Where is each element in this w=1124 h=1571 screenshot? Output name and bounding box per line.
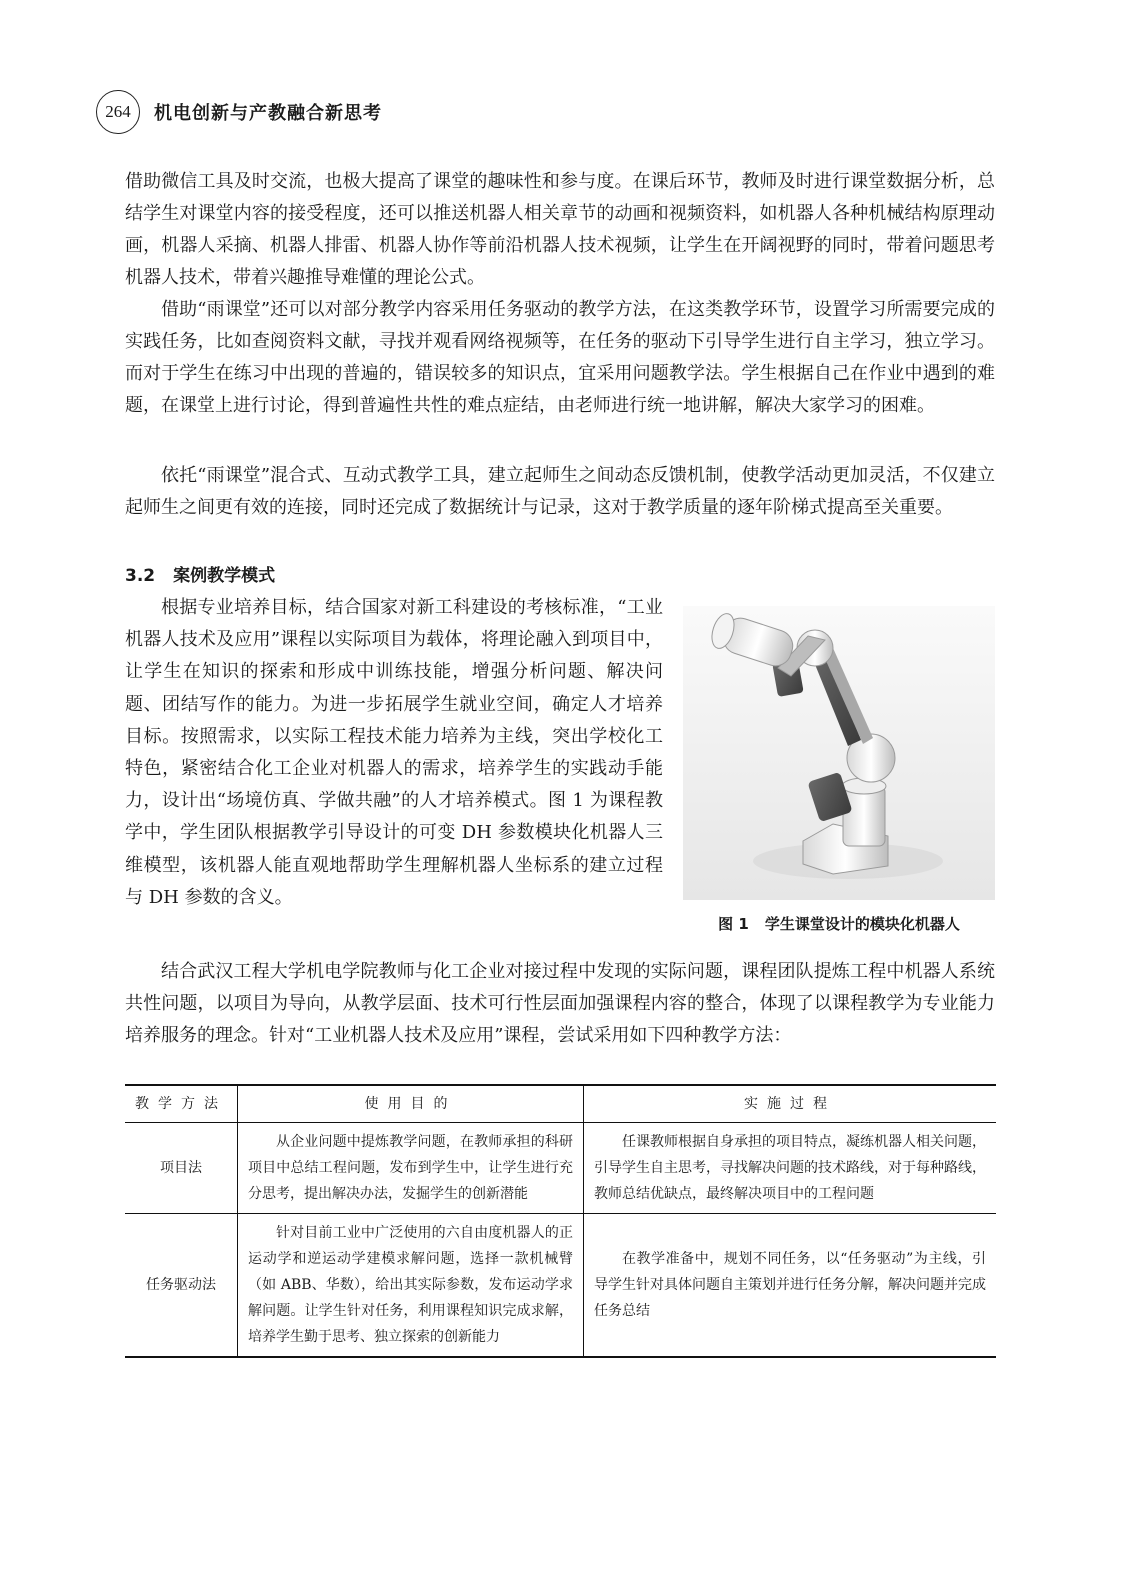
paragraph-1: 借助微信工具及时交流，也极大提高了课堂的趣味性和参与度。在课后环节，教师及时进行课堂数据分析，总结学生对课堂内容的接受程度，还可以推送机器人相关章节的动画和视频资料，如机器人各种机械结构原理动画，机器人采摘、机器人排雷、机器人协作等前沿机器人技术视频，让学生在开阔视野的同时，带着问题思考机器人技术，带着兴趣推导难懂的理论公式。: [125, 171, 995, 288]
method-cell: 项目法: [125, 1123, 238, 1214]
section-heading: [125, 563, 275, 589]
header-process: 实施过程: [584, 1085, 997, 1123]
section-title: 案例教学模式: [173, 566, 276, 586]
modular-robot-illustration: [683, 606, 995, 900]
book-title: 机电创新与产教融合新思考: [154, 103, 382, 124]
robot-figure: [683, 606, 995, 900]
teaching-methods-table: [125, 1084, 996, 1358]
header-purpose: 使用目的: [238, 1085, 584, 1123]
method-cell: 任务驱动法: [125, 1214, 238, 1358]
table-row: [125, 1214, 996, 1358]
figure-caption-text: 学生课堂设计的模块化机器人: [764, 915, 960, 933]
table-row: [125, 1123, 996, 1214]
paragraph-4: 根据专业培养目标，结合国家对新工科建设的考核标准，“工业机器人技术及应用”课程以实际项目为载体，将理论融入到项目中，让学生在知识的探索和形成中训练技能，增强分析问题、解决问题、团结写作的能力。为进一步拓展学生就业空间，确定人才培养目标。按照需求，以实际工程技术能力培养为主线，突出学校化工特色，紧密结合化工企业对机器人的需求，培养学生的实践动手能力，设计出“场境仿真、学做共融”的人才培养模式。图 1 为课程教学中，学生团队根据教学引导设计的可变 DH 参数模块化机器人三维模型，该机器人能直观地帮助学生理解机器人坐标系的建立过程与 DH 参数的含义。: [125, 597, 663, 908]
process-cell: 在教学准备中，规划不同任务，以“任务驱动”为主线，引导学生针对具体问题自主策划并进行任务分解，解决问题并完成任务总结: [584, 1214, 997, 1358]
table-header-row: [125, 1085, 996, 1123]
purpose-cell: 从企业问题中提炼教学问题，在教师承担的科研项目中总结工程问题，发布到学生中，让学生进行充分思考，提出解决办法，发掘学生的创新潜能: [238, 1123, 584, 1214]
figure-caption: [683, 912, 995, 936]
page-header: [96, 90, 382, 134]
section-number: 3.2: [125, 566, 156, 586]
paragraph-2: 借助“雨课堂”还可以对部分教学内容采用任务驱动的教学方法，在这类教学环节，设置学习所需要完成的实践任务，比如查阅资料文献，寻找并观看网络视频等，在任务的驱动下引导学生进行自主学习，独立学习。而对于学生在练习中出现的普遍的，错误较多的知识点，宜采用问题教学法。学生根据自己在作业中遇到的难题，在课堂上进行讨论，得到普遍性共性的难点症结，由老师进行统一地讲解，解决大家学习的困难。: [125, 299, 995, 416]
header-method: 教学方法: [125, 1085, 238, 1123]
paragraph-5: 结合武汉工程大学机电学院教师与化工企业对接过程中发现的实际问题，课程团队提炼工程中机器人系统共性问题，以项目为导向，从教学层面、技术可行性层面加强课程内容的整合，体现了以课程教学为专业能力培养服务的理念。针对“工业机器人技术及应用”课程，尝试采用如下四种教学方法：: [125, 961, 995, 1046]
process-cell: 任课教师根据自身承担的项目特点，凝练机器人相关问题，引导学生自主思考，寻找解决问题的技术路线，对于每种路线，教师总结优缺点，最终解决项目中的工程问题: [584, 1123, 997, 1214]
page-number: 264: [96, 90, 140, 134]
paragraph-3: 依托“雨课堂”混合式、互动式教学工具，建立起师生之间动态反馈机制，使教学活动更加灵活，不仅建立起师生之间更有效的连接，同时还完成了数据统计与记录，这对于教学质量的逐年阶梯式提高至关重要。: [125, 465, 995, 518]
purpose-cell: 针对目前工业中广泛使用的六自由度机器人的正运动学和逆运动学建模求解问题，选择一款机械臂（如 ABB、华数），给出其实际参数，发布运动学求解问题。让学生针对任务，利用课程知识完成求解，培养学生勤于思考、独立探索的创新能力: [238, 1214, 584, 1358]
figure-label: 图 1: [718, 915, 749, 933]
